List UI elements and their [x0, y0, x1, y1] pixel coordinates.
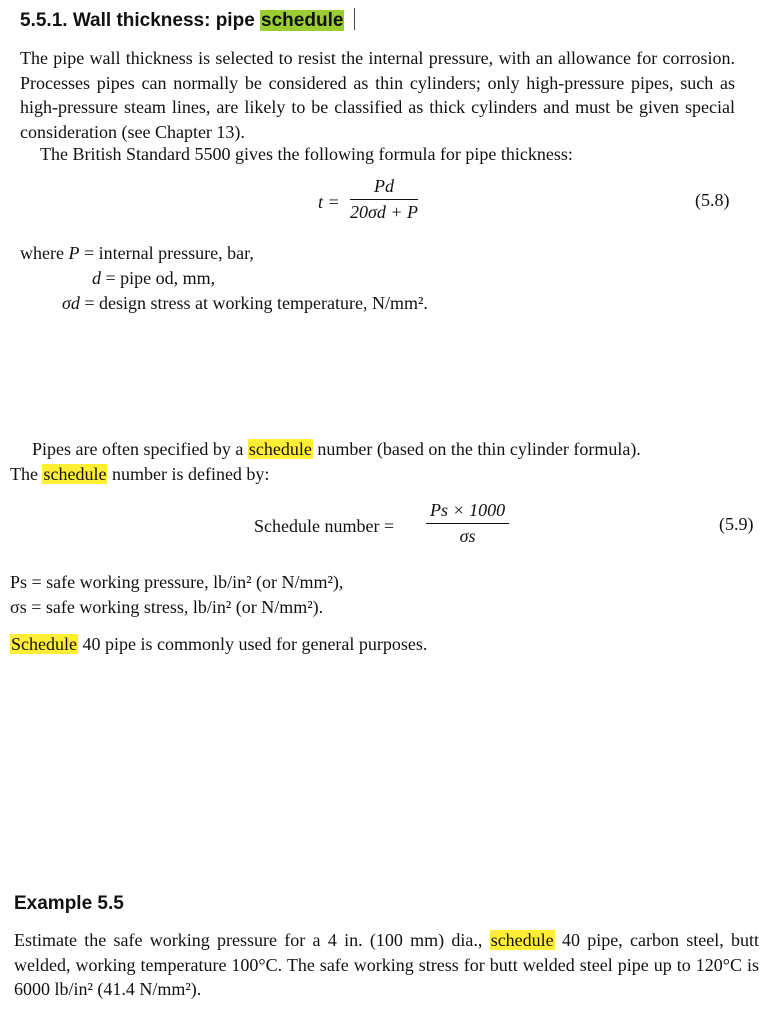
where-sym-d: d	[92, 268, 101, 288]
schedule-highlight-2[interactable]: schedule	[43, 464, 107, 484]
heading-text: 5.5.1. Wall thickness: pipe	[20, 10, 261, 31]
text-cursor	[354, 8, 355, 30]
para4-rest: 40 pipe is commonly used for general purposes.	[77, 634, 428, 654]
eq58-lhs: t =	[318, 192, 340, 212]
schedule-highlight-3[interactable]: Schedule	[11, 634, 77, 654]
where-line-2	[92, 266, 215, 291]
example-heading: Example 5.5	[14, 893, 124, 914]
eq58-denominator: 20σd + P	[350, 202, 419, 222]
schedule-highlight-1[interactable]: schedule	[248, 439, 312, 459]
where-def-sigma: = design stress at working temperature, N/mm².	[79, 293, 428, 313]
eq58-numerator: Pd	[350, 176, 418, 200]
definition-sigma-s: σs = safe working stress, lb/in² (or N/mm²).	[10, 597, 324, 617]
where-line-1	[20, 241, 254, 266]
example-paragraph	[14, 928, 759, 1002]
eq58-label: (5.8)	[695, 190, 730, 210]
eq58-fraction	[350, 176, 418, 223]
eq59-fraction	[426, 500, 509, 547]
where-line-3	[62, 291, 428, 316]
schedule-highlight-4[interactable]: schedule	[490, 930, 554, 950]
schedule-40-paragraph	[10, 632, 427, 657]
eq59-numerator: Ps × 1000	[426, 500, 509, 524]
para3-text-b: number (based on the thin cylinder formula).	[312, 439, 641, 459]
para3-text-d: number is defined by:	[107, 464, 270, 484]
eq59-lhs: Schedule number =	[254, 516, 395, 536]
example-text-b: 40 pipe, carbon steel, butt welded, working temperature 100°C. The safe working stress for butt welded steel pipe up to 120°C is 6000 lb/in² (41.4 N/mm²).	[14, 930, 759, 999]
paragraph-wall-thickness: The pipe wall thickness is selected to resist the internal pressure, with an allowance for corrosion. Processes pipes can normally be considered as thin cylinders; only high-pressure pipes, such as high-pressure steam lines, are likely to be classified as thick cylinders and must be given special consideration (see Chapter 13).	[20, 48, 735, 142]
heading-highlight[interactable]: schedule	[261, 10, 344, 31]
para3-text-a: Pipes are often specified by a	[32, 439, 248, 459]
where-sym-sigma: σd	[62, 293, 80, 313]
eq59-denominator: σs	[459, 526, 476, 546]
eq59-label: (5.9)	[719, 514, 754, 534]
where-intro: where	[20, 243, 64, 263]
where-def-d: = pipe od, mm,	[101, 268, 216, 288]
example-text-a: Estimate the safe working pressure for a 4 in. (100 mm) dia.,	[14, 930, 490, 950]
schedule-paragraph-line-2	[10, 462, 269, 487]
section-heading	[20, 8, 355, 32]
para3-text-c: The	[10, 464, 43, 484]
definition-ps: Ps = safe working pressure, lb/in² (or N/mm²),	[10, 572, 344, 592]
where-def-p: = internal pressure, bar,	[79, 243, 254, 263]
where-sym-p: P	[68, 243, 80, 263]
schedule-paragraph-line-1	[32, 437, 641, 462]
paragraph-british-standard: The British Standard 5500 gives the following formula for pipe thickness:	[40, 144, 573, 164]
